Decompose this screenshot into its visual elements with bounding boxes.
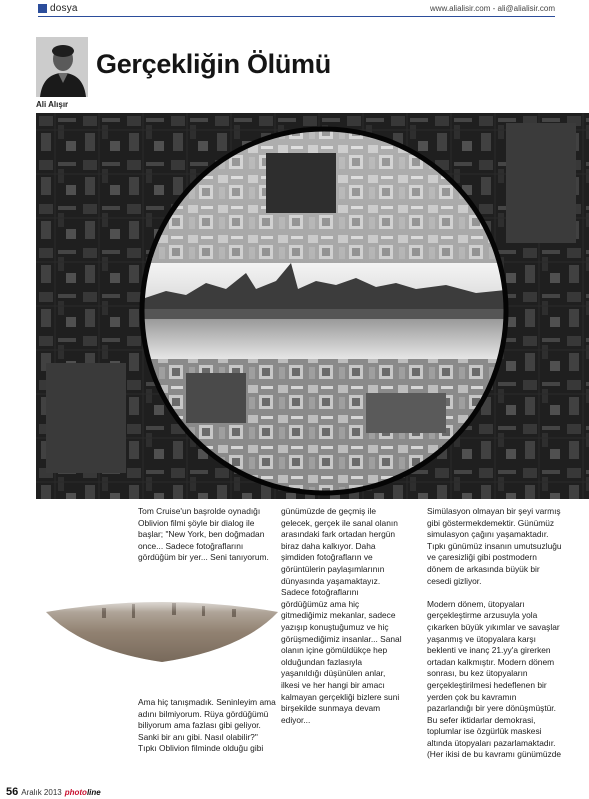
body-paragraph: Tom Cruise'un başrolde oynadığı Oblivion filmi şöyle bir dialog ile başlar; "New York, ben doğmadan once... Sadece fotoğraflarını gördüğüm bir yer... Seni tanıyorum. <box>138 506 269 563</box>
magazine-logo <box>65 782 101 799</box>
page-header <box>0 0 589 18</box>
body-paragraph: günümüzde de geçmiş ile gelecek, gerçek ile sanal olanın arasındaki fark ortadan hergün biraz daha kalkıyor. Daha şimdiden fotoğrafların ve görüntülerin paylaşımlarının dünyasında yaşamaktayız. Sadece fotoğraflarını gördüğümüz ama hiç gitmediğimiz mekanlar, sadece yazışıp konuştuğumuz ve hiç görüşmediğimiz insanlar... Sanal olanın içine gömüldükçe hep olduğundan fazlasıyla yaşanıldığı düşünülen anlar, ilkesi ve her hangi bir amacı kalmayan gerçekliği bizlere suni birşekilde sunmaya devam ediyor... <box>281 506 402 725</box>
body-column-2 <box>281 506 403 726</box>
author-photo <box>36 37 88 97</box>
body-column-1-top <box>138 506 276 564</box>
page-number: 56 <box>6 786 19 798</box>
city-panorama-image <box>42 590 282 664</box>
body-paragraph: Modern dönem, ütopyaları gerçekleştirme arzusuyla yola çıkarken büyük yıkımlar ve savaşlar yaşanmış ve ütopyalara karşı beklenti ve inanç 21.yy'a girerken ortadan kalkmıştır. Modern dönem sonrası, bu kez ütopyaların gerçekleştirilmesi hedeflenen bir yerden çok bu kavramın pazarlandığı bir yere dönüşmüştür. Bu sefer iktidarlar demokrasi, toplumlar ise özgürlük maskesi altında ütopyaları pazarlamaktadır. (Her ikisi de bu kavramı günümüzde <box>427 598 562 760</box>
article-title: Gerçekliğin Ölümü <box>96 49 331 79</box>
section-label: dosya <box>50 3 78 14</box>
hero-image <box>36 113 589 499</box>
magazine-logo-line: line <box>86 788 101 797</box>
body-paragraph: Ama hiç tanışmadık. Seninleyim ama adını bilmiyorum. Rüya gördüğümü biliyorum ama fazlası gibi geliyor. Sanki bir anı gibi. Nasıl olabilir?" Tıpkı Oblivion filminde olduğu gibi <box>138 697 276 754</box>
section-square-icon <box>38 4 47 13</box>
page-footer <box>6 782 101 799</box>
paragraph-gap <box>427 587 563 599</box>
author-website[interactable]: www.alialisir.com - ali@alialisir.com <box>429 4 555 13</box>
section-tag <box>38 3 78 14</box>
body-column-1-bottom <box>138 697 276 755</box>
author-name: Ali Alışır <box>36 100 69 109</box>
issue-date: Aralık 2013 <box>21 788 62 797</box>
header-divider <box>38 16 555 17</box>
body-column-3 <box>427 506 563 761</box>
body-paragraph: Simülasyon olmayan bir şeyi varmış gibi göstermekdemektir. Günümüz simulasyon çağını yaşamaktadır. Tıpkı günümüz insanın umutsuzluğu ve çaresizliği gibi postmodern dönem de arkasında büyük bir cesedi gizliyor. <box>427 506 562 586</box>
magazine-logo-photo: photo <box>64 788 87 797</box>
